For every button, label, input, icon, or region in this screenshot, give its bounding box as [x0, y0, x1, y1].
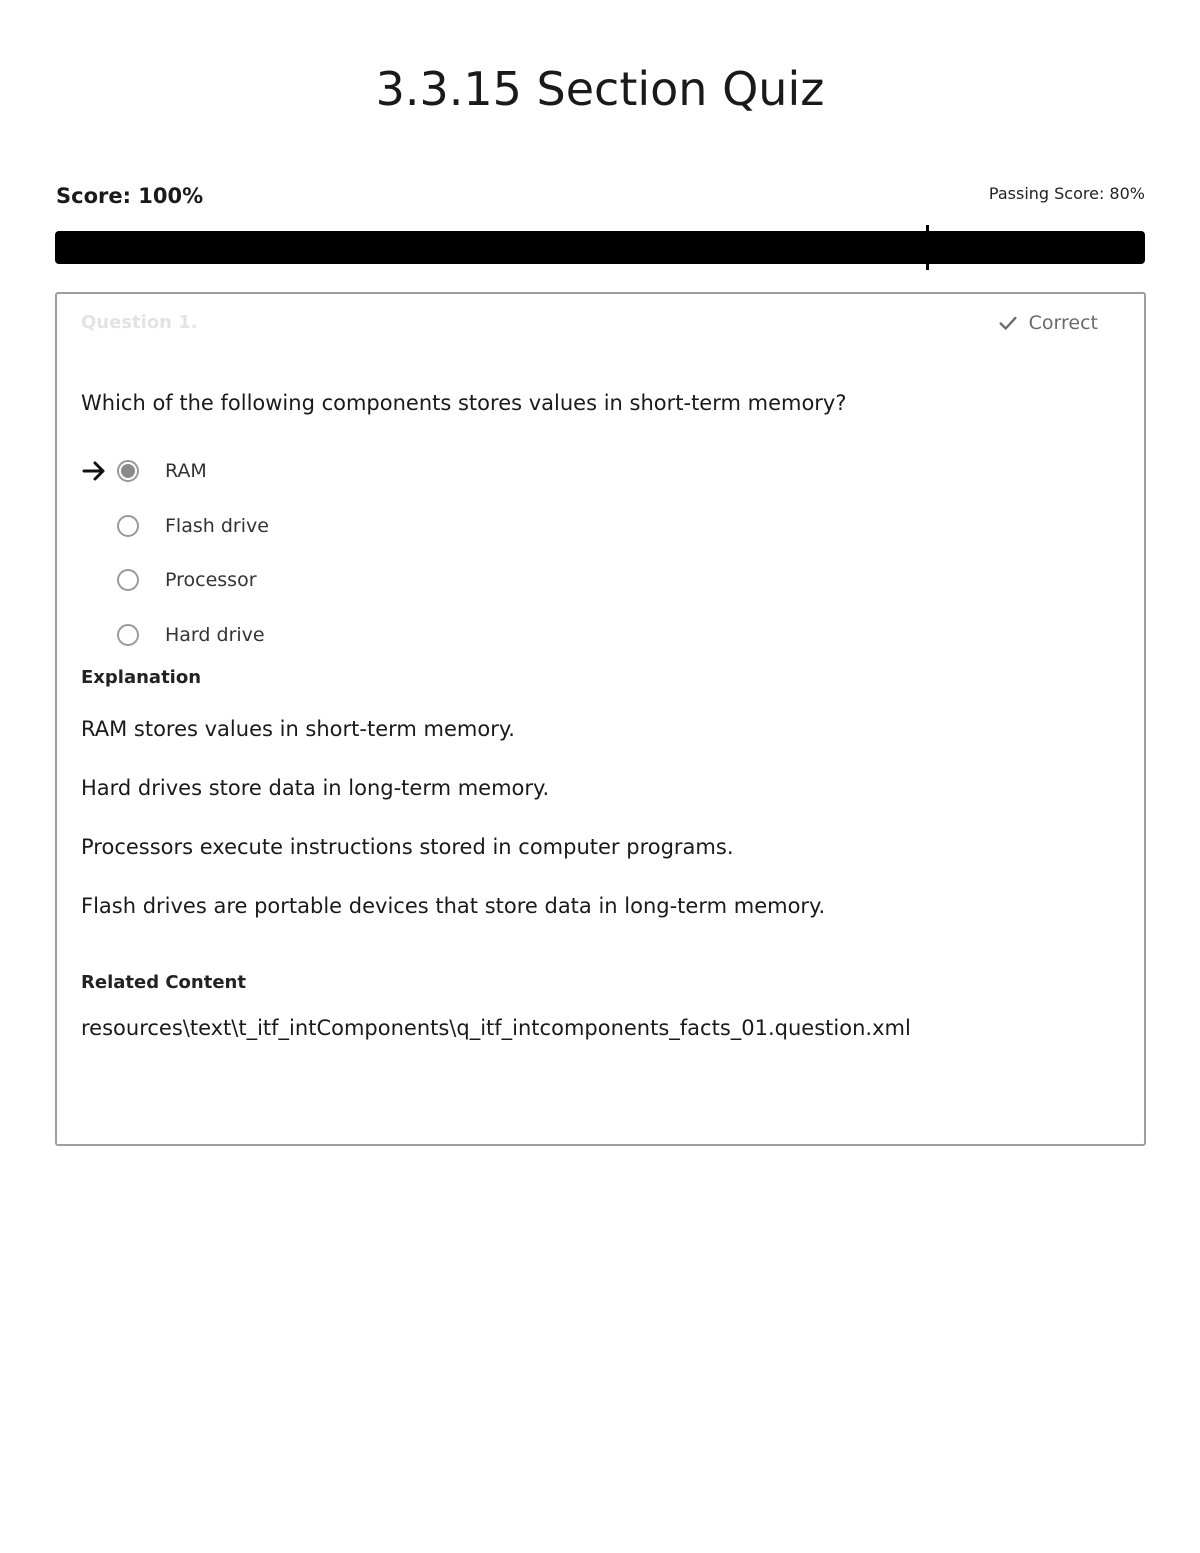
radio-processor[interactable] [117, 569, 139, 591]
choice-label: RAM [165, 460, 207, 483]
passing-score-label: Passing Score: 80% [988, 184, 1145, 203]
result-status [997, 312, 1098, 334]
choice-flash-drive[interactable] [81, 499, 1081, 554]
result-label: Correct [1028, 312, 1098, 334]
page-title: 3.3.15 Section Quiz [375, 62, 825, 116]
explanation-line: Processors execute instructions stored in computer programs. [81, 835, 734, 859]
choice-label: Flash drive [165, 514, 269, 537]
choice-hard-drive[interactable] [81, 608, 1081, 663]
explanation-line: Flash drives are portable devices that store data in long-term memory. [81, 894, 826, 918]
answer-choices [81, 444, 1081, 662]
question-number: Question 1. [81, 312, 198, 333]
score-progress-fill [55, 231, 1145, 264]
radio-flash-drive[interactable] [117, 515, 139, 537]
arrow-right-icon [81, 458, 107, 484]
arrow-slot [81, 458, 117, 484]
related-content-path: resources\text\t_itf_intComponents\q_itf_intcomponents_facts_01.question.xml [81, 1016, 911, 1040]
score-progress-bar [55, 231, 1145, 264]
explanation-text [81, 714, 1121, 950]
explanation-line: Hard drives store data in long-term memory. [81, 776, 550, 800]
radio-ram[interactable] [117, 460, 139, 482]
choice-ram[interactable] [81, 444, 1081, 499]
explanation-heading: Explanation [81, 667, 202, 688]
question-text: Which of the following components stores values in short-term memory? [81, 391, 847, 415]
question-card [55, 292, 1146, 1146]
related-content-heading: Related Content [81, 972, 246, 993]
explanation-line: RAM stores values in short-term memory. [81, 717, 515, 741]
radio-hard-drive[interactable] [117, 624, 139, 646]
passing-score-marker [926, 225, 929, 270]
choice-processor[interactable] [81, 553, 1081, 608]
choice-label: Processor [165, 569, 257, 592]
choice-label: Hard drive [165, 623, 265, 646]
score-label: Score: 100% [56, 184, 204, 208]
check-icon [997, 312, 1019, 334]
